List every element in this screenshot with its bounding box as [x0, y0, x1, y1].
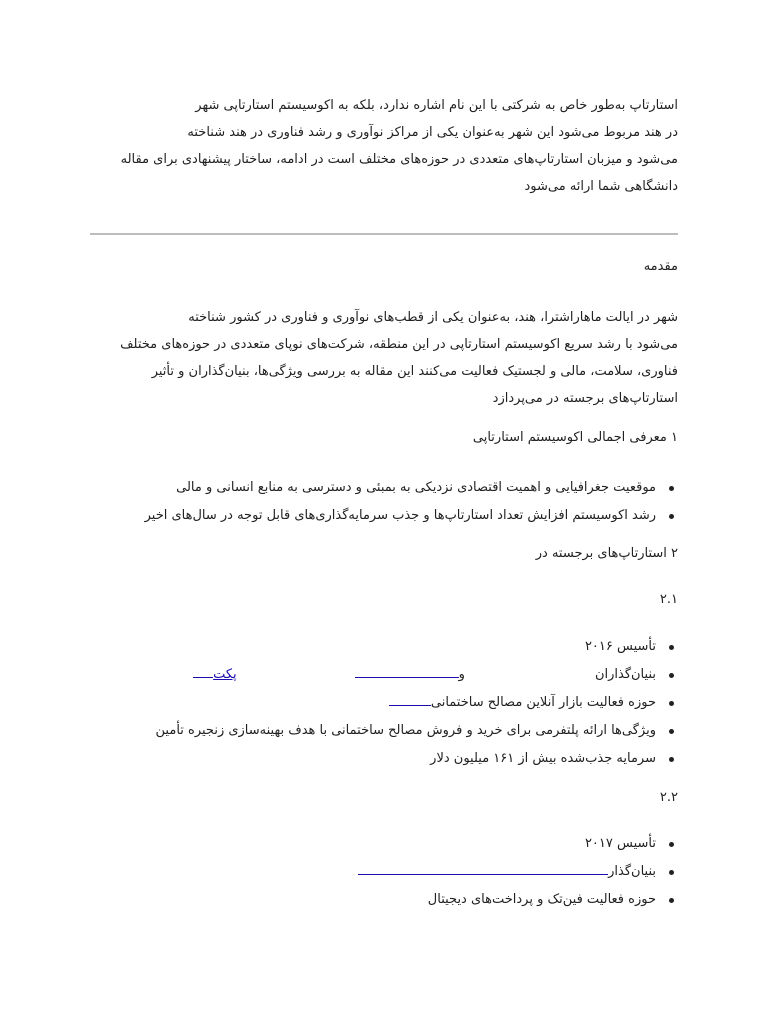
subsection-2-1-list: [78, 633, 678, 773]
list-item-founder: بنیان‌گذار: [78, 858, 678, 886]
field-link-blank[interactable]: [389, 693, 431, 706]
paragraph-line: شهر در ایالت ماهاراشترا، هند، به‌عنوان یکی از قطب‌های نوآوری و فناوری در کشور شناخته: [188, 310, 678, 325]
intro-line: می‌شود و میزبان استارتاپ‌های متعددی در حوزه‌های مختلف است در ادامه، ساختار پیشنهادی برای مقاله: [120, 152, 678, 167]
bullet-icon: [669, 514, 674, 519]
subsection-2-2-list: [78, 830, 678, 914]
intro-paragraph: [88, 92, 678, 200]
subsection-2-1-heading: ۲.۱: [659, 592, 678, 607]
list-item-field: حوزه فعالیت بازار آنلاین مصالح ساختمانی: [78, 689, 678, 717]
bullet-icon: [669, 673, 674, 678]
founder-link-blank[interactable]: [358, 862, 608, 875]
list-item: موقعیت جغرافیایی و اهمیت اقتصادی نزدیکی به بمبئی و دسترسی به منابع انسانی و مالی: [78, 474, 678, 502]
bullet-icon: [669, 870, 674, 875]
intro-line: استارتاپ به‌طور خاص به شرکتی با این نام اشاره ندارد، بلکه به اکوسیستم استارتاپی شهر: [195, 98, 678, 113]
list-item-founders: بنیان‌گذارانوپکت: [78, 661, 678, 689]
list-item-funding: سرمایه جذب‌شده بیش از ۱۶۱ میلیون دلار: [78, 745, 678, 773]
list-item: رشد اکوسیستم افزایش تعداد استارتاپ‌ها و جذب سرمایه‌گذاری‌های قابل توجه در سال‌های اخیر: [78, 502, 678, 530]
bullet-icon: [669, 842, 674, 847]
subsection-2-2-heading: ۲.۲: [659, 790, 678, 805]
paragraph-line: می‌شود با رشد سریع اکوسیستم استارتاپی در این منطقه، شرکت‌های نوپای متعددی در حوزه‌های مختلف: [120, 337, 678, 352]
paragraph-line: استارتاپ‌های برجسته در می‌پردازد: [492, 391, 678, 406]
bullet-icon: [669, 898, 674, 903]
intro-line: در هند مربوط می‌شود این شهر به‌عنوان یکی از مراکز نوآوری و رشد فناوری در هند شناخته: [187, 125, 678, 140]
introduction-paragraph: [88, 304, 678, 412]
section-1-list: [78, 474, 678, 530]
founder-link-blank[interactable]: [355, 665, 459, 678]
bullet-icon: [669, 645, 674, 650]
paragraph-line: فناوری، سلامت، مالی و لجستیک فعالیت می‌کنند این مقاله به بررسی ویژگی‌ها، بنیان‌گذاران و تأثیر: [151, 364, 678, 379]
list-item-field: حوزه فعالیت فین‌تک و پرداخت‌های دیجیتال: [78, 886, 678, 914]
list-item-features: ویژگی‌ها ارائه پلتفرمی برای خرید و فروش مصالح ساختمانی با هدف بهینه‌سازی زنجیره تأمین: [78, 717, 678, 745]
intro-line: دانشگاهی شما ارائه می‌شود: [524, 179, 678, 194]
section-1-heading: ۱ معرفی اجمالی اکوسیستم استارتاپی: [472, 430, 678, 445]
heading-introduction: مقدمه: [643, 259, 678, 274]
bullet-icon: [669, 729, 674, 734]
section-2-heading: ۲ استارتاپ‌های برجسته در: [535, 546, 678, 561]
bullet-icon: [669, 757, 674, 762]
horizontal-rule: [90, 233, 678, 235]
bullet-icon: [669, 701, 674, 706]
list-item-founded: تأسیس ۲۰۱۶: [78, 633, 678, 661]
list-item-founded: تأسیس ۲۰۱۷: [78, 830, 678, 858]
founder-link-blank[interactable]: [193, 665, 213, 678]
bullet-icon: [669, 486, 674, 491]
founder-link[interactable]: پکت: [213, 667, 237, 682]
